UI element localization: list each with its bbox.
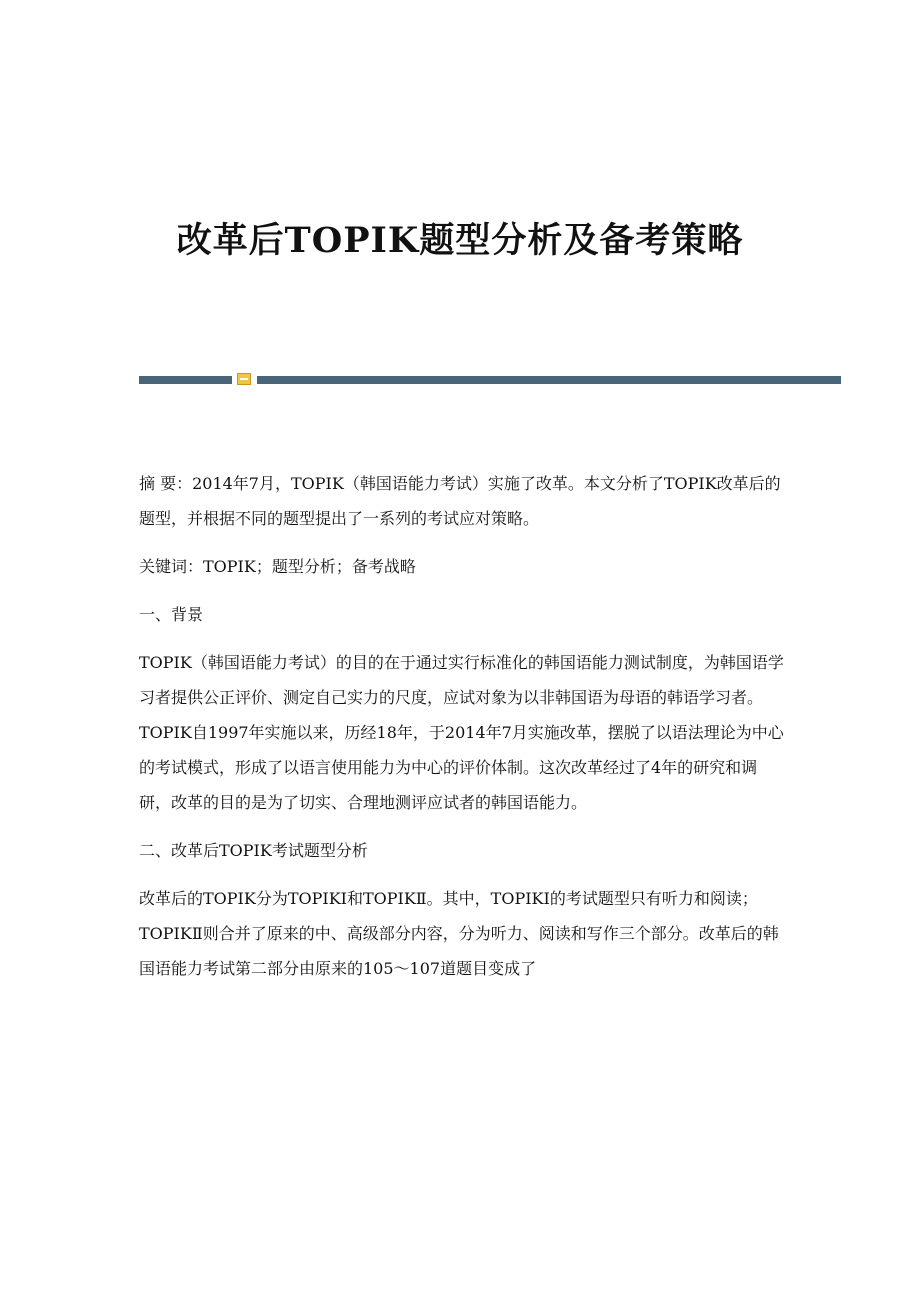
title-divider: [139, 372, 841, 388]
divider-bar-right: [257, 376, 841, 384]
divider-ornament-icon: [237, 373, 251, 385]
divider-bar-left: [139, 376, 232, 384]
abstract-paragraph: 摘 要：2014年7月，TOPIK（韩国语能力考试）实施了改革。本文分析了TOPIK改革后的题型，并根据不同的题型提出了一系列的考试应对策略。: [139, 474, 781, 528]
analysis-paragraph: 改革后的TOPIK分为TOPIKⅠ和TOPIKⅡ。其中，TOPIKⅠ的考试题型只有听力和阅读；TOPIKⅡ则合并了原来的中、高级部分内容，分为听力、阅读和写作三个部分。改革后的韩国语能力考试第二部分由原来的105～107道题目变成了: [139, 889, 779, 978]
keywords-paragraph: 关键词：TOPIK；题型分析；备考战略: [139, 557, 416, 576]
section-heading-background: 一、背景: [139, 605, 204, 624]
document-body: [139, 466, 784, 999]
background-paragraph: TOPIK（韩国语能力考试）的目的在于通过实行标准化的韩国语能力测试制度，为韩国语学习者提供公正评价、测定自己实力的尺度，应试对象为以非韩国语为母语的韩语学习者。TOPIK自1997年实施以来，历经18年，于2014年7月实施改革，摆脱了以语法理论为中心的考试模式，形成了以语言使用能力为中心的评价体制。这次改革经过了4年的研究和调研，改革的目的是为了切实、合理地测评应试者的韩国语能力。: [139, 653, 784, 812]
document-title: 改革后TOPIK题型分析及备考策略: [176, 220, 744, 261]
section-heading-analysis: 二、改革后TOPIK考试题型分析: [139, 841, 368, 860]
